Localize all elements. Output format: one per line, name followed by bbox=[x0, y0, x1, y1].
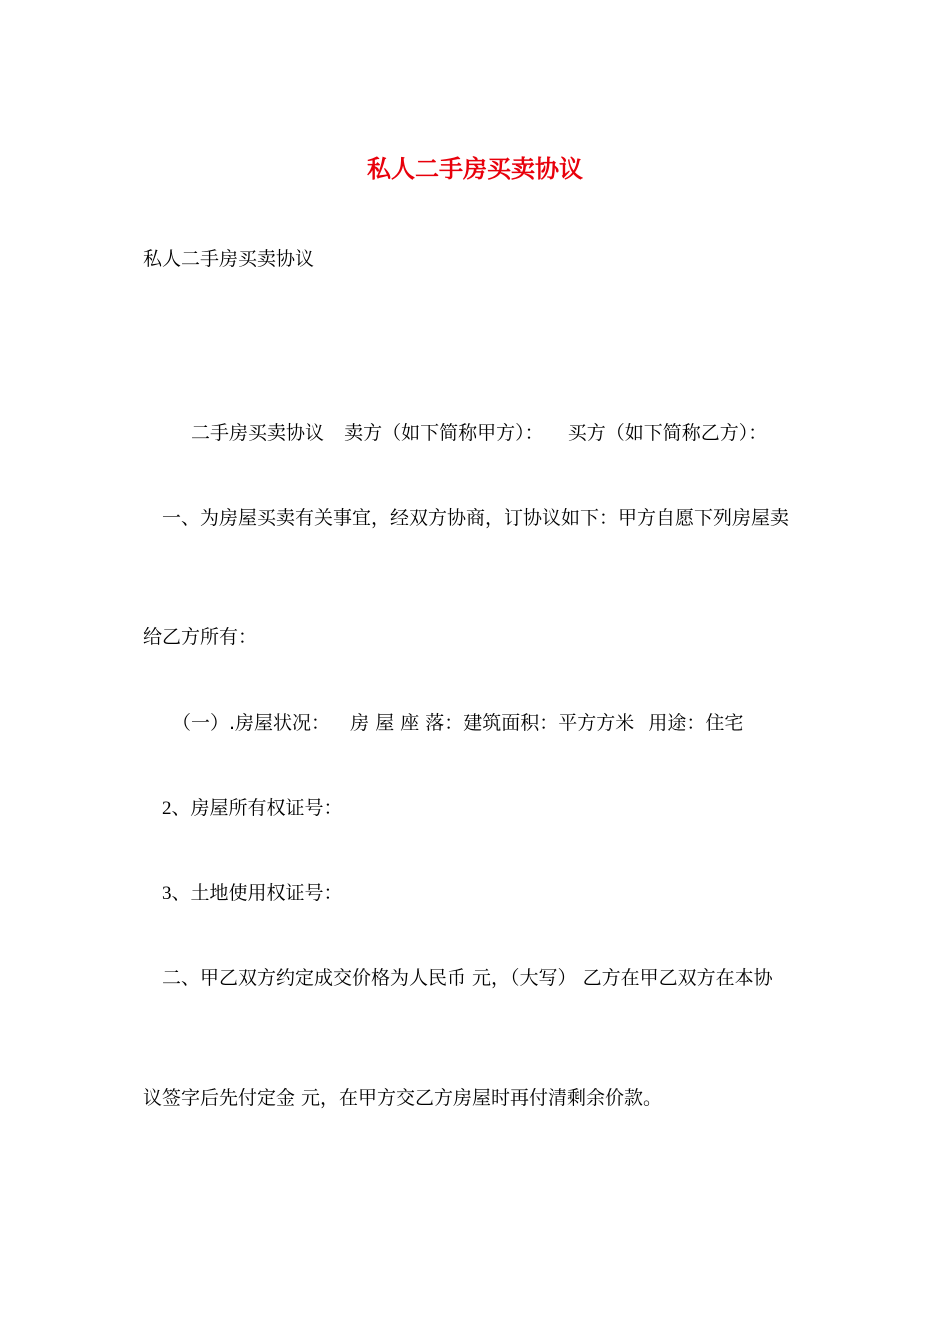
item-2-ownership-cert bbox=[162, 796, 343, 821]
clause-1-line-1: 一、为房屋买卖有关事宜，经双方协商，订协议如下：甲方自愿下列房屋卖 bbox=[162, 507, 790, 529]
buyer-label: 买方（如下简称乙方）： bbox=[567, 422, 768, 444]
clause-2-line-2: 议签字后先付定金 元，在甲方交乙方房屋时再付清剩余价款。 bbox=[143, 1087, 663, 1109]
house-location-label: 房 屋 座 落： bbox=[350, 712, 464, 734]
building-area-label: 建筑面积：平方方米 bbox=[463, 712, 635, 734]
item-3-text: 、土地使用权证号： bbox=[171, 882, 343, 904]
usage-label: 用途：住宅 bbox=[648, 712, 744, 734]
document-title: 私人二手房买卖协议 bbox=[367, 154, 583, 183]
clause-1-line-2: 给乙方所有： bbox=[143, 626, 258, 648]
item-2-number: 2 bbox=[162, 798, 172, 819]
item-3-number: 3 bbox=[162, 883, 172, 904]
item-1-house-status bbox=[172, 711, 743, 735]
parties-line bbox=[191, 421, 767, 445]
item-3-land-cert bbox=[162, 881, 343, 906]
agreement-name: 二手房买卖协议 bbox=[191, 422, 325, 444]
clause-2-line-1: 二、甲乙双方约定成交价格为人民币 元，（大写） 乙方在甲乙双方在本协 bbox=[162, 967, 773, 989]
item-1-prefix: （一） bbox=[172, 712, 230, 734]
document-subtitle: 私人二手房买卖协议 bbox=[143, 248, 315, 270]
house-status-label: .房屋状况： bbox=[229, 712, 331, 734]
item-2-text: 、房屋所有权证号： bbox=[171, 797, 343, 819]
seller-label: 卖方（如下简称甲方）： bbox=[344, 422, 544, 444]
